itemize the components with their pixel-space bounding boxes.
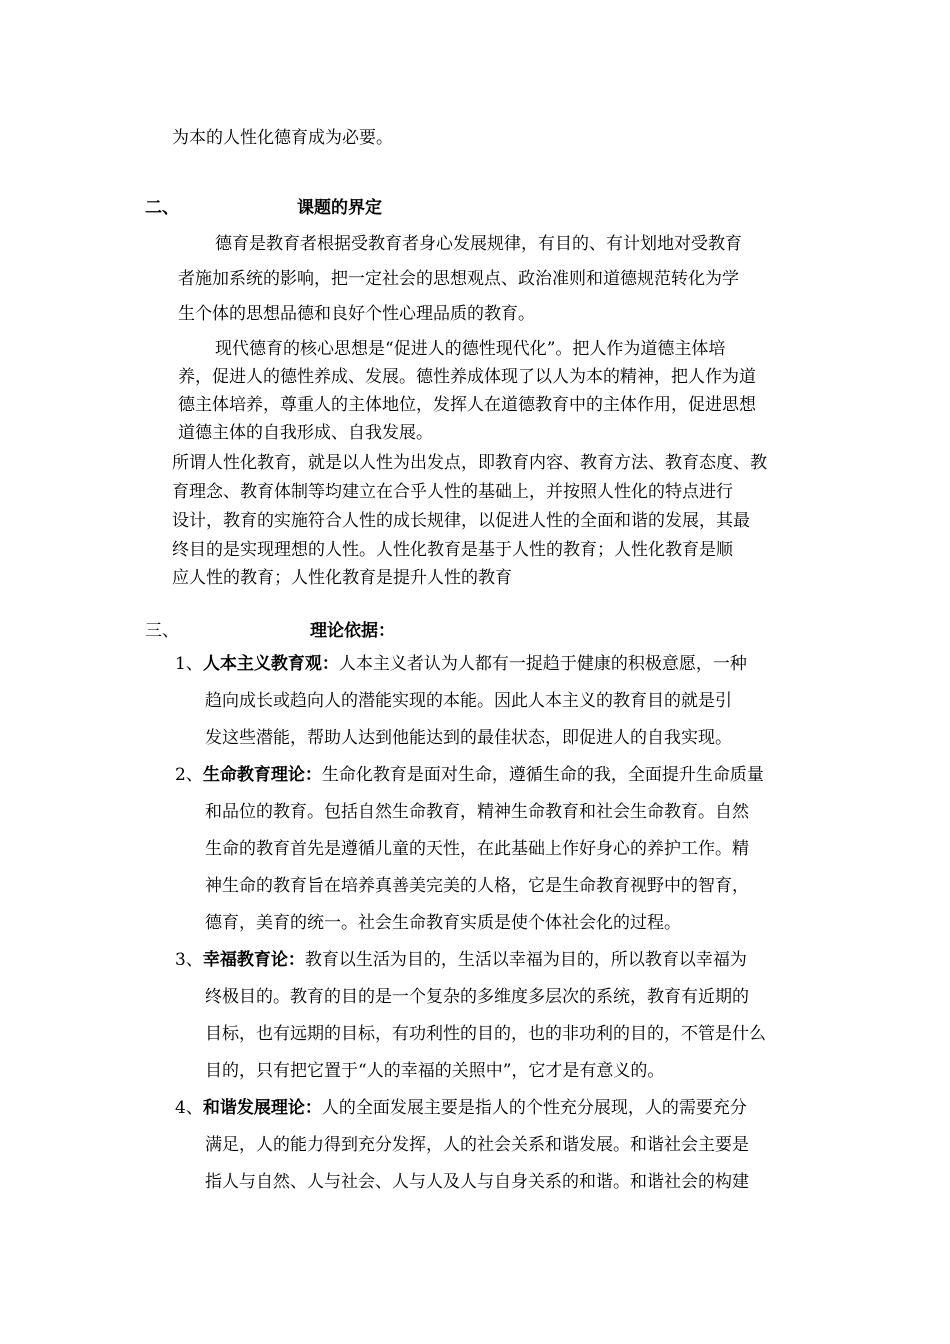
item-colon: ： [321, 654, 339, 674]
item-text: 教育以生活为目的，生活以幸福为目的，所以教育以幸福为 [304, 950, 747, 970]
intro-tail-text: 为本的人性化德育成为必要。 [172, 128, 393, 148]
theory-item-happiness-education [175, 949, 747, 971]
section2-p3-line: 所谓人性化教育，就是以人性为出发点，即教育内容、教育方法、教育态度、教 [172, 453, 767, 473]
section2-p3-line: 育理念、教育体制等均建立在合乎人性的基础上，并按照人性化的特点进行 [172, 482, 733, 502]
item-continuation-line: 满足，人的能力得到充分发挥，人的社会关系和谐发展。和谐社会主要是 [205, 1135, 749, 1155]
section2-p2-line: 德主体培养，尊重人的主体地位，发挥人在道德教育中的主体作用，促进思想 [178, 395, 756, 415]
item-continuation-line: 趋向成长或趋向人的潜能实现的本能。因此人本主义的教育目的就是引 [205, 691, 732, 711]
section2-number: 二、 [145, 198, 179, 218]
item-colon: ： [287, 950, 305, 970]
section2-title: 课题的界定 [297, 198, 382, 218]
item-term: 人本主义教育观 [202, 654, 322, 674]
item-colon: ： [304, 765, 322, 785]
item-text: 人的全面发展主要是指人的个性充分展现，人的需要充分 [321, 1098, 747, 1118]
section3-number: 三、 [145, 621, 179, 641]
section2-p1-line: 者施加系统的影响，把一定社会的思想观点、政治准则和道德规范转化为学 [178, 269, 739, 289]
theory-item-harmonious-development [175, 1097, 747, 1119]
item-continuation-line: 和品位的教育。包括自然生命教育，精神生命教育和社会生命教育。自然 [205, 802, 749, 822]
item-colon: ： [304, 1098, 322, 1118]
section2-p3-line: 设计，教育的实施符合人性的成长规律，以促进人性的全面和谐的发展，其最 [172, 511, 750, 531]
section2-p2-line: 现代德育的核心思想是“促进人的德性现代化”。把人作为道德主体培 [215, 339, 726, 359]
item-number: 4、 [175, 1098, 203, 1118]
section3-title: 理论依据： [310, 621, 395, 641]
item-number: 1、 [175, 654, 203, 674]
item-term: 幸福教育论 [202, 950, 288, 970]
item-continuation-line: 终极目的。教育的目的是一个复杂的多维度多层次的系统，教育有近期的 [205, 987, 749, 1007]
section2-p1-line: 德育是教育者根据受教育者身心发展规律，有目的、有计划地对受教育 [215, 234, 742, 254]
item-number: 2、 [175, 765, 203, 785]
item-text: 生命化教育是面对生命，遵循生命的我，全面提升生命质量 [321, 765, 764, 785]
theory-item-life-education [175, 764, 764, 786]
section2-p2-line: 道德主体的自我形成、自我发展。 [178, 423, 433, 443]
item-term: 和谐发展理论 [202, 1098, 305, 1118]
item-continuation-line: 目的，只有把它置于“人的幸福的关照中”，它才是有意义的。 [205, 1061, 665, 1081]
section2-p3-line: 终目的是实现理想的人性。人性化教育是基于人性的教育；人性化教育是顺 [172, 540, 733, 560]
section2-p3-line: 应人性的教育；人性化教育是提升人性的教育 [172, 568, 512, 588]
theory-item-humanism [175, 653, 747, 675]
item-continuation-line: 德育，美育的统一。社会生命教育实质是使个体社会化的过程。 [205, 913, 681, 933]
section2-p1-line: 生个体的思想品德和良好个性心理品质的教育。 [178, 304, 535, 324]
item-continuation-line: 目标，也有远期的目标，有功利性的目的，也的非功利的目的，不管是什么 [205, 1024, 766, 1044]
section2-p2-line: 养，促进人的德性养成、发展。德性养成体现了以人为本的精神，把人作为道 [178, 367, 756, 387]
item-continuation-line: 神生命的教育旨在培养真善美完美的人格，它是生命教育视野中的智育， [205, 876, 749, 896]
item-continuation-line: 发这些潜能，帮助人达到他能达到的最佳状态，即促进人的自我实现。 [205, 728, 732, 748]
item-continuation-line: 生命的教育首先是遵循儿童的天性，在此基础上作好身心的养护工作。精 [205, 839, 749, 859]
item-continuation-line: 指人与自然、人与社会、人与人及人与自身关系的和谐。和谐社会的构建 [205, 1172, 749, 1192]
item-number: 3、 [175, 950, 203, 970]
item-text: 人本主义者认为人都有一捉趋于健康的积极意愿，一种 [338, 654, 747, 674]
item-term: 生命教育理论 [202, 765, 305, 785]
